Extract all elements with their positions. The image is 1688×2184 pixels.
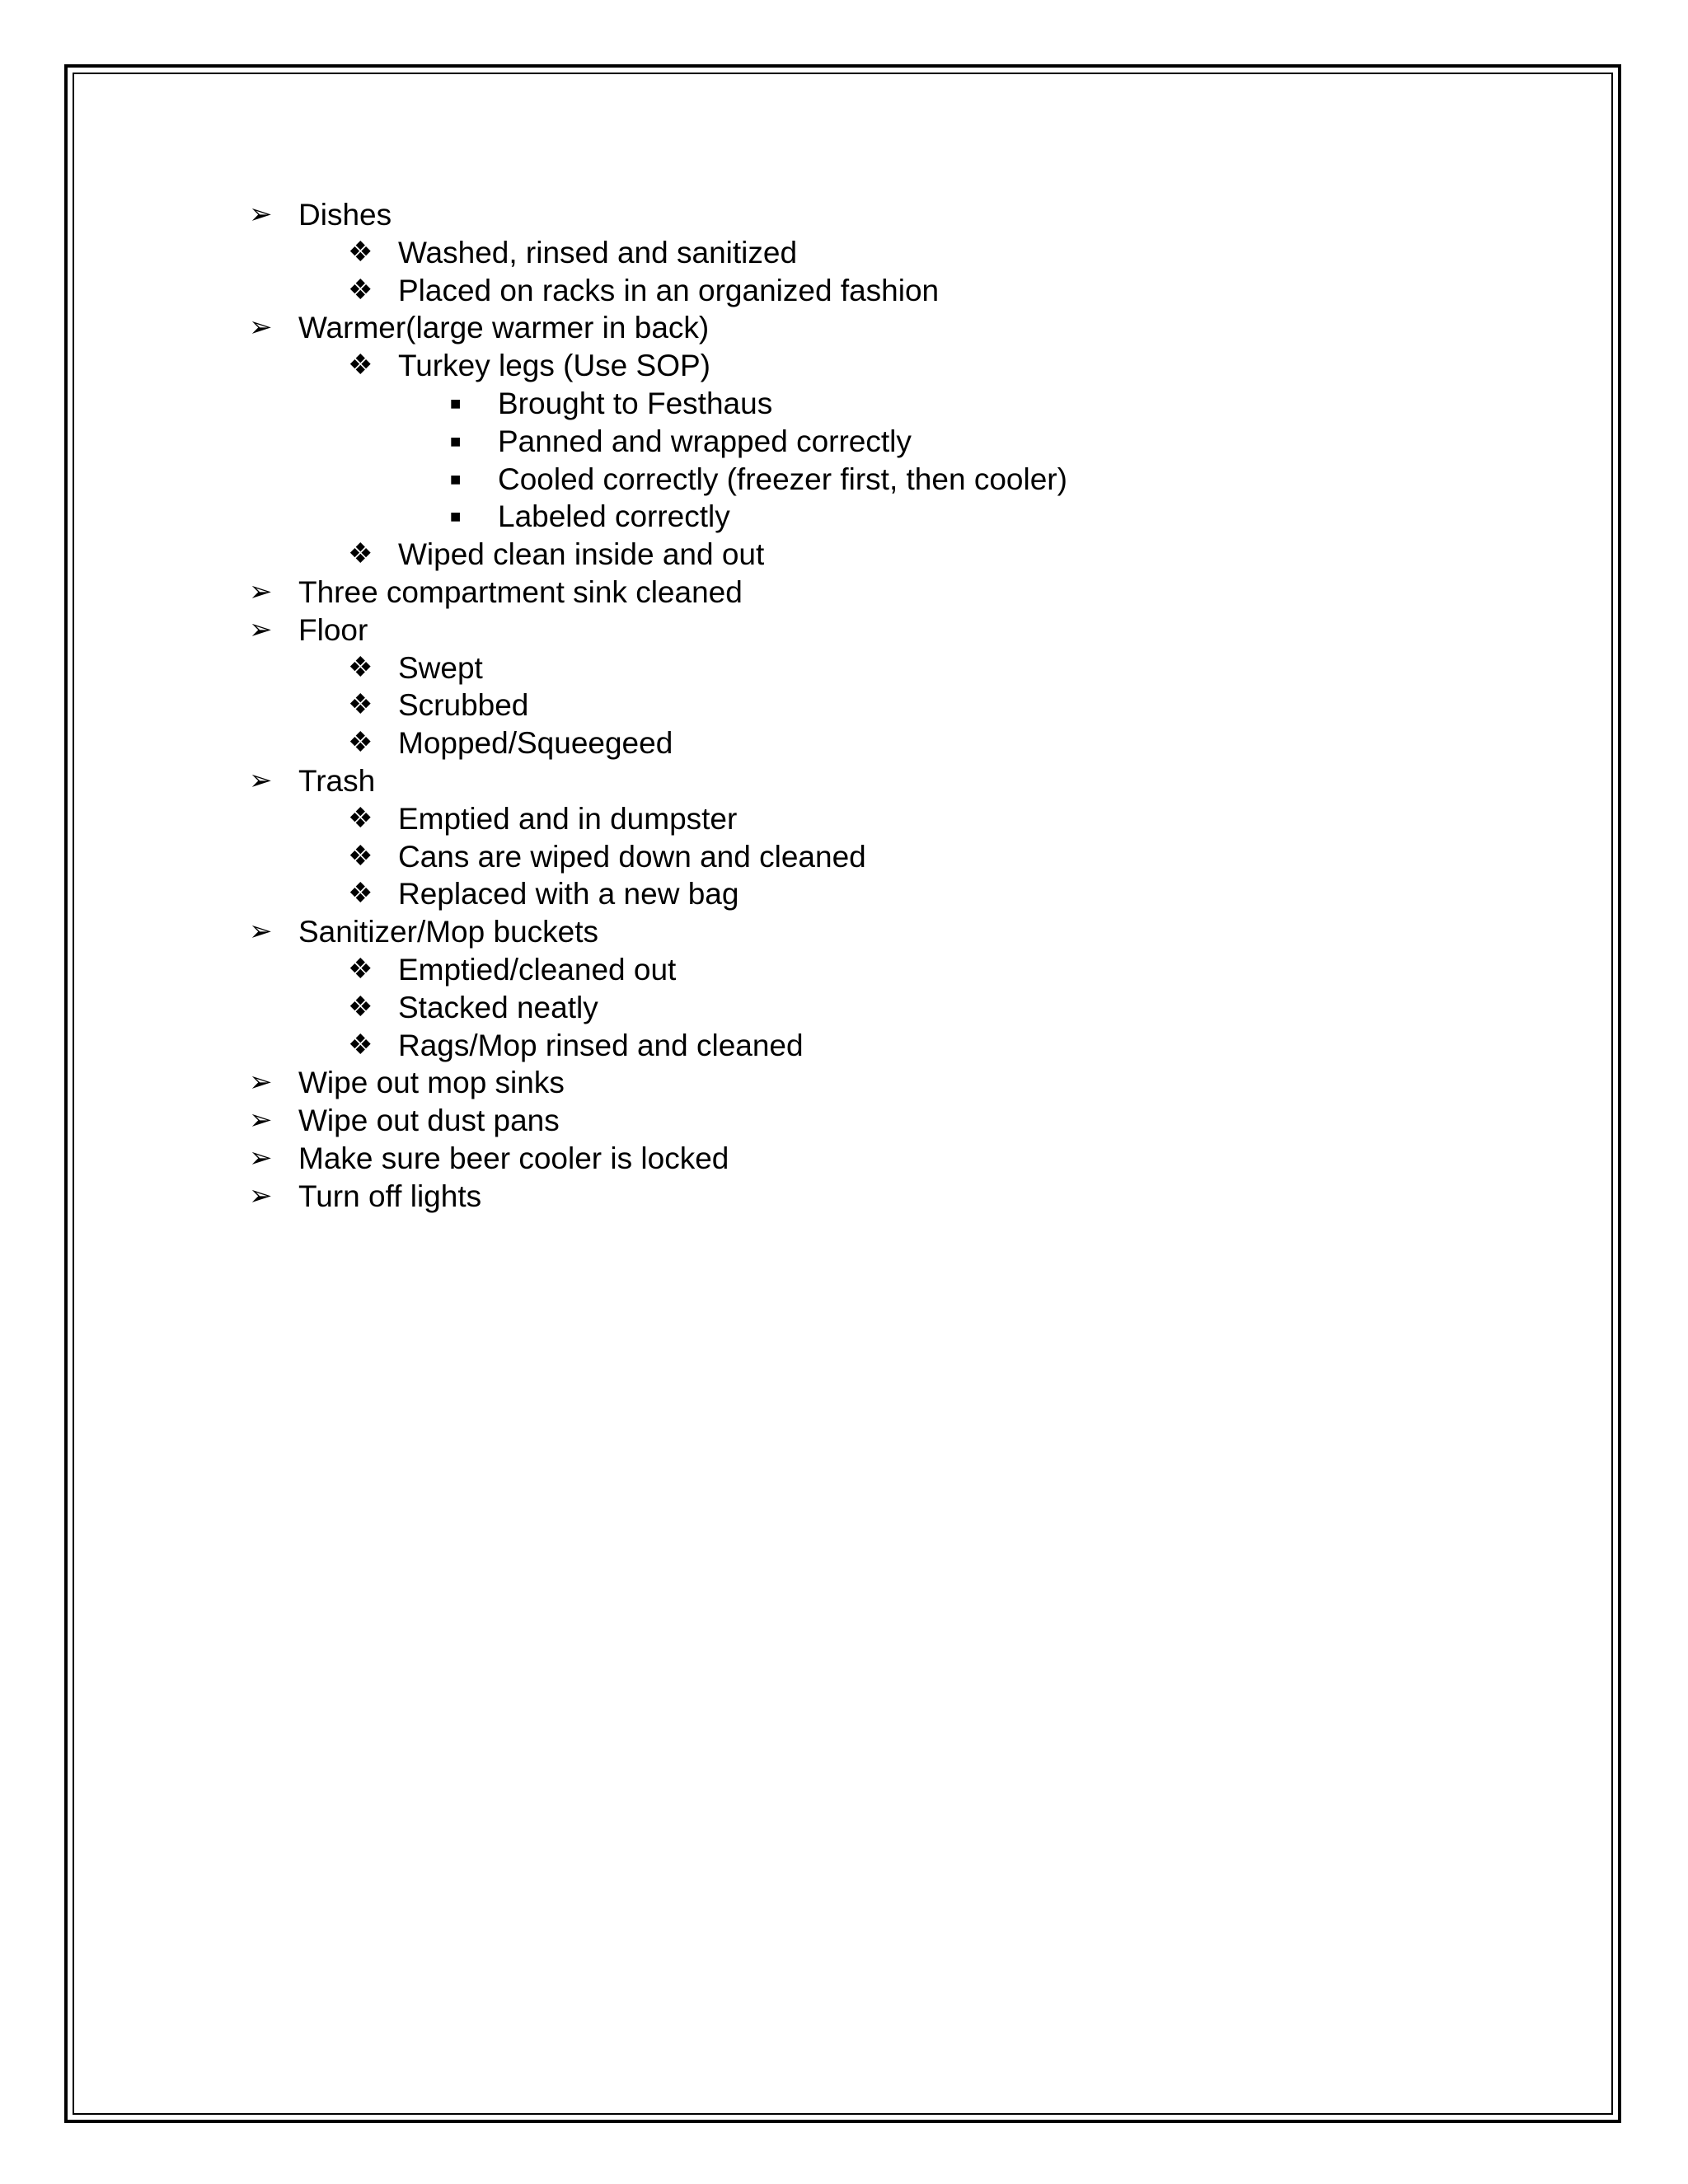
checklist-item-text: Wipe out dust pans [298,1104,560,1138]
checklist-item-level2 [0,234,1688,272]
checklist-item-text: Cooled correctly (freezer first, then cooler) [498,462,1067,496]
checklist-item-level3 [0,498,1688,536]
diamond-bullet-icon: ❖ [348,878,373,910]
arrow-bullet-icon: ➢ [249,1104,273,1137]
diamond-bullet-icon: ❖ [348,274,373,306]
checklist-item-level2 [0,724,1688,762]
diamond-bullet-icon: ❖ [348,840,373,872]
checklist-item-text: Swept [398,650,483,685]
checklist-item-text: Trash [298,763,376,798]
checklist-item-level2 [0,687,1688,724]
diamond-bullet-icon: ❖ [348,538,373,570]
diamond-bullet-icon: ❖ [348,689,373,721]
checklist-item-text: Stacked neatly [398,990,598,1024]
arrow-bullet-icon: ➢ [249,764,273,796]
checklist-item-level3 [0,423,1688,461]
checklist-item-level1 [0,1140,1688,1178]
checklist-item-level2 [0,272,1688,310]
square-bullet-icon: ■ [450,392,462,414]
diamond-bullet-icon: ❖ [348,727,373,759]
checklist-item-level1 [0,762,1688,800]
checklist-item-level1 [0,196,1688,234]
arrow-bullet-icon: ➢ [249,1141,273,1174]
checklist-item-text: Turn off lights [298,1179,482,1213]
checklist-item-text: Scrubbed [398,688,529,723]
checklist-item-level2 [0,875,1688,913]
checklist-item-level2 [0,347,1688,385]
checklist-item-level1 [0,309,1688,347]
checklist-item-level2 [0,838,1688,876]
checklist-item-text: Emptied/cleaned out [398,952,677,987]
diamond-bullet-icon: ❖ [348,991,373,1023]
square-bullet-icon: ■ [450,506,462,527]
checklist-item-level1 [0,1178,1688,1216]
diamond-bullet-icon: ❖ [348,802,373,834]
diamond-bullet-icon: ❖ [348,651,373,683]
checklist-item-text: Turkey legs (Use SOP) [398,349,710,383]
checklist-item-text: Make sure beer cooler is locked [298,1141,729,1175]
arrow-bullet-icon: ➢ [249,575,273,607]
checklist-item-level1 [0,913,1688,951]
checklist-item-level1 [0,612,1688,649]
checklist-item-level2 [0,1027,1688,1065]
checklist-item-level1 [0,574,1688,612]
arrow-bullet-icon: ➢ [249,199,273,230]
checklist-item-level2 [0,951,1688,989]
checklist-item-text: Rags/Mop rinsed and cleaned [398,1028,804,1062]
checklist-item-level3 [0,385,1688,423]
checklist-item-level3 [0,461,1688,499]
checklist-item-text: Wiped clean inside and out [398,537,765,572]
checklist-item-text: Placed on racks in an organized fashion [398,273,940,307]
arrow-bullet-icon: ➢ [249,1066,273,1099]
checklist-item-text: Labeled correctly [498,499,730,534]
diamond-bullet-icon: ❖ [348,953,373,985]
checklist-item-text: Sanitizer/Mop buckets [298,915,599,949]
checklist-item-level2 [0,800,1688,838]
checklist-item-text: Emptied and in dumpster [398,801,738,836]
checklist-item-text: Cans are wiped down and cleaned [398,839,866,874]
arrow-bullet-icon: ➢ [249,312,273,344]
checklist-item-text: Replaced with a new bag [398,877,739,912]
closing-checklist [0,196,1688,1216]
checklist-item-text: Brought to Festhaus [498,386,773,420]
square-bullet-icon: ■ [450,430,462,452]
checklist-item-text: Mopped/Squeegeed [398,726,673,761]
arrow-bullet-icon: ➢ [249,1179,273,1212]
checklist-item-level2 [0,989,1688,1027]
checklist-item-text: Warmer(large warmer in back) [298,311,710,345]
arrow-bullet-icon: ➢ [249,613,273,645]
checklist-item-level1 [0,1064,1688,1102]
checklist-item-level2 [0,649,1688,687]
square-bullet-icon: ■ [450,468,462,490]
checklist-item-text: Floor [298,612,368,647]
arrow-bullet-icon: ➢ [249,916,273,948]
checklist-item-level1 [0,1102,1688,1140]
checklist-item-text: Wipe out mop sinks [298,1066,565,1100]
checklist-item-text: Three compartment sink cleaned [298,574,743,609]
diamond-bullet-icon: ❖ [348,1029,373,1061]
checklist-item-level2 [0,536,1688,574]
diamond-bullet-icon: ❖ [348,349,373,382]
checklist-item-text: Dishes [298,198,392,232]
checklist-item-text: Washed, rinsed and sanitized [398,235,798,269]
checklist-item-text: Panned and wrapped correctly [498,424,912,458]
diamond-bullet-icon: ❖ [348,236,373,268]
